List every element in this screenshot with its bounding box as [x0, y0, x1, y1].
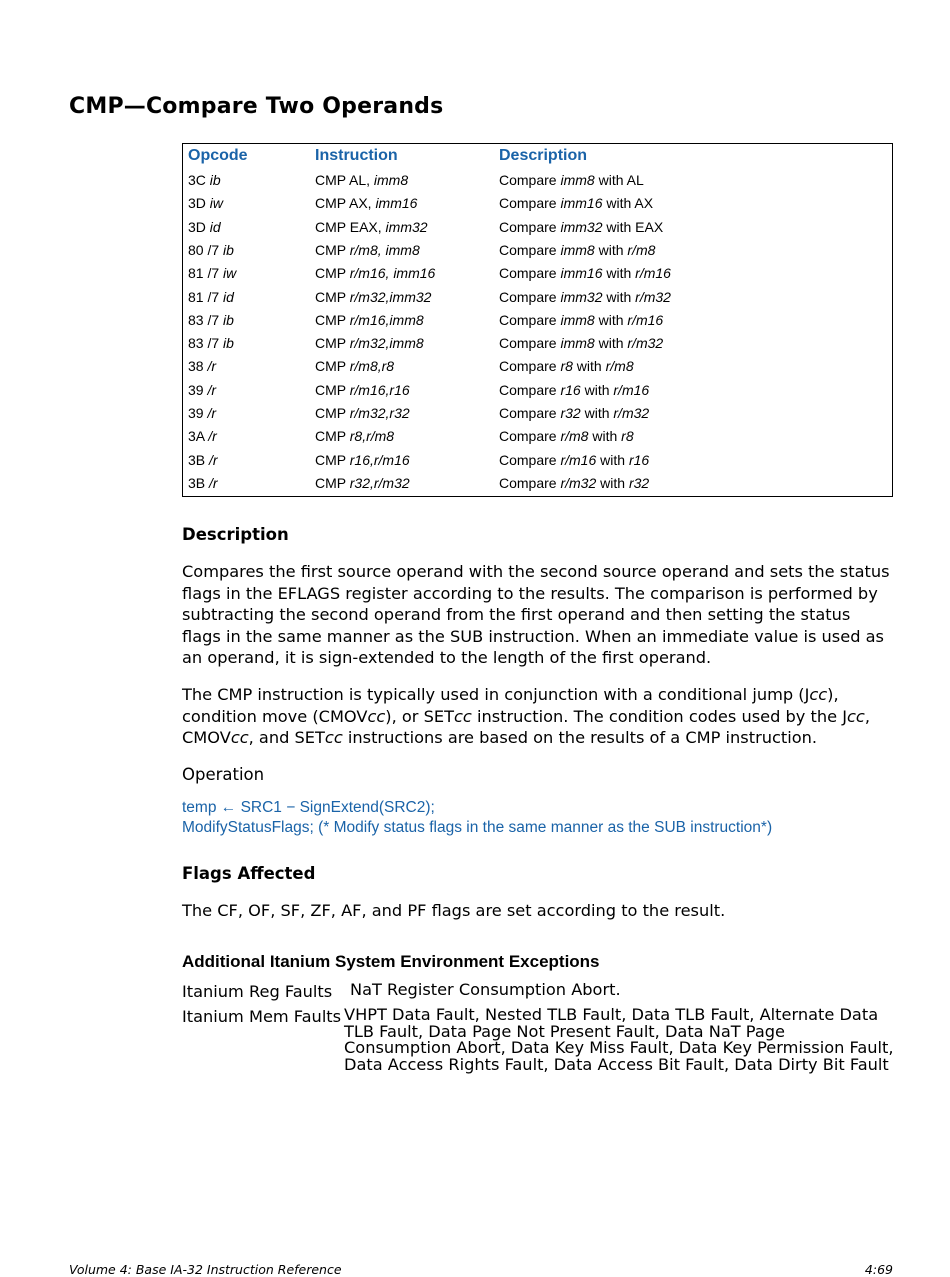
- instruction-cell: CMP r/m32,imm8: [315, 335, 424, 352]
- exceptions-heading: Additional Itanium System Environment Exceptions: [182, 952, 600, 971]
- description-cell: Compare r/m16 with r16: [499, 451, 650, 468]
- opcode-cell: 3D id: [188, 218, 221, 235]
- reg-faults-text: NaT Register Consumption Abort.: [350, 980, 621, 999]
- opcode-cell: 83 /7 ib: [188, 335, 234, 352]
- mem-faults-label: Itanium Mem Faults: [182, 1007, 342, 1026]
- operation-code-line-2: ModifyStatusFlags; (* Modify status flags in the same manner as the SUB instruction*): [182, 819, 773, 836]
- table-row: [183, 428, 892, 451]
- opcode-cell: 38 /r: [188, 358, 217, 375]
- description-heading: Description: [182, 525, 289, 544]
- table-row: [183, 265, 892, 288]
- footer-volume-title: Volume 4: Base IA-32 Instruction Reference: [69, 1262, 342, 1277]
- opcode-cell: 3A /r: [188, 428, 217, 445]
- header-opcode: Opcode: [188, 147, 248, 164]
- opcode-cell: 80 /7 ib: [188, 241, 234, 258]
- description-paragraph-1: Compares the first source operand with the second source operand and sets the status flags in the EFLAGS register according to the results. The comparison is performed by subtracting the second operand from the first operand and then setting the status flags in the same manner as the SUB instruction. When an immediate value is used as an operand, it is sign-extended to the length of the first operand.: [182, 562, 890, 668]
- description-cell: Compare r8 with r/m8: [499, 358, 634, 375]
- reg-faults-label: Itanium Reg Faults: [182, 982, 333, 1001]
- table-row: [183, 242, 892, 265]
- instruction-cell: CMP r/m16,r16: [315, 381, 410, 398]
- opcode-cell: 81 /7 id: [188, 288, 234, 305]
- flags-affected-text: The CF, OF, SF, ZF, AF, and PF flags are set according to the result.: [182, 901, 726, 920]
- description-paragraph-2: The CMP instruction is typically used in conjunction with a conditional jump (Jcc), condition move (CMOVcc), or SETcc instruction. The condition codes used by the Jcc, CMOVcc, and SETcc instructions are based on the results of a CMP instruction.: [182, 685, 870, 748]
- opcode-cell: 83 /7 ib: [188, 311, 234, 328]
- table-row: [183, 452, 892, 475]
- description-cell: Compare imm8 with r/m32: [499, 335, 664, 352]
- description-cell: Compare r16 with r/m16: [499, 381, 650, 398]
- description-cell: Compare imm32 with r/m32: [499, 288, 671, 305]
- description-cell: Compare imm16 with r/m16: [499, 265, 671, 282]
- instruction-cell: CMP r16,r/m16: [315, 451, 410, 468]
- table-header-row: [183, 147, 892, 170]
- mem-faults-text: VHPT Data Fault, Nested TLB Fault, Data TLB Fault, Alternate Data TLB Fault, Data Page Not Present Fault, Data NaT Page Consumption Abort, Data Key Miss Fault, Data Key Permission Fault, Data Access Rights Fault, Data Access Bit Fault, Data Dirty Bit Fault: [344, 1005, 894, 1074]
- instruction-cell: CMP r/m16,imm8: [315, 311, 424, 328]
- instruction-cell: CMP r/m16, imm16: [315, 265, 436, 282]
- description-cell: Compare imm8 with AL: [499, 172, 644, 188]
- opcode-cell: 3B /r: [188, 451, 218, 468]
- page-title: CMP—Compare Two Operands: [69, 94, 444, 119]
- description-cell: Compare imm32 with EAX: [499, 218, 664, 235]
- description-cell: Compare r32 with r/m32: [499, 405, 650, 421]
- instruction-cell: CMP AX, imm16: [315, 195, 418, 212]
- instruction-cell: CMP r8,r/m8: [315, 428, 395, 445]
- table-row: [183, 195, 892, 218]
- table-row: [183, 382, 892, 405]
- description-cell: Compare imm8 with r/m16: [499, 311, 664, 328]
- description-cell: Compare r/m32 with r32: [499, 474, 650, 491]
- flags-affected-heading: Flags Affected: [182, 864, 316, 883]
- table-row: [183, 219, 892, 242]
- opcode-cell: 3B /r: [188, 474, 218, 491]
- table-row: [183, 405, 892, 428]
- opcode-cell: 3C ib: [188, 172, 221, 188]
- instruction-cell: CMP r/m32,imm32: [315, 288, 432, 305]
- instruction-cell: CMP EAX, imm32: [315, 218, 428, 235]
- operation-heading: Operation: [182, 765, 265, 784]
- table-row: [183, 475, 892, 498]
- header-description: Description: [499, 147, 588, 164]
- opcode-cell: 3D iw: [188, 195, 224, 212]
- header-instruction: Instruction: [315, 147, 398, 164]
- table-row: [183, 172, 892, 195]
- instruction-cell: CMP r/m8,r8: [315, 358, 395, 375]
- table-row: [183, 335, 892, 358]
- instruction-cell: CMP r/m32,r32: [315, 405, 410, 421]
- opcode-cell: 39 /r: [188, 381, 217, 398]
- table-row: [183, 312, 892, 335]
- description-cell: Compare imm16 with AX: [499, 195, 654, 212]
- description-cell: Compare r/m8 with r8: [499, 428, 634, 445]
- instruction-cell: CMP r32,r/m32: [315, 474, 410, 491]
- opcode-cell: 81 /7 iw: [188, 265, 237, 282]
- opcode-cell: 39 /r: [188, 405, 217, 421]
- table-row: [183, 289, 892, 312]
- footer-page-number: 4:69: [864, 1262, 893, 1277]
- instruction-cell: CMP AL, imm8: [315, 172, 409, 188]
- opcode-table: [182, 143, 893, 497]
- operation-code-line-1: temp ← SRC1 − SignExtend(SRC2);: [182, 799, 435, 816]
- table-row: [183, 358, 892, 381]
- instruction-cell: CMP r/m8, imm8: [315, 241, 420, 258]
- description-cell: Compare imm8 with r/m8: [499, 241, 656, 258]
